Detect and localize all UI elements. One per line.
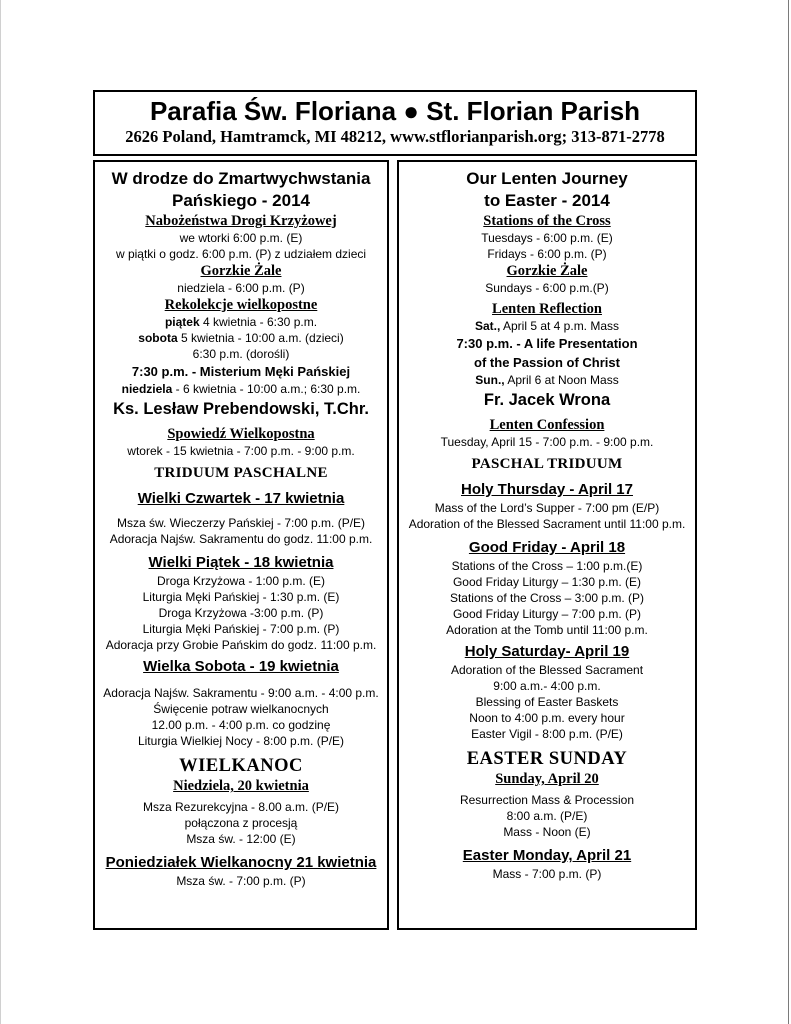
polish-czwartek-line: Msza św. Wieczerzy Pańskiej - 7:00 p.m. (P/E) — [116, 516, 366, 530]
time-text: April 6 at Noon Mass — [504, 373, 619, 387]
polish-rekolekcje-line — [95, 330, 387, 346]
polish-czwartek-line: Adoracja Najśw. Sakramentu do godz. 11:00 p.m. — [109, 532, 373, 546]
english-saturday-line: Adoration of the Blessed Sacrament — [450, 663, 644, 677]
polish-triduum-heading: TRIDUUM PASCHALNE — [154, 465, 328, 481]
time-text: 5 kwietnia - 10:00 a.m. (dzieci) — [177, 331, 344, 345]
polish-stations-line: w piątki o godz. 6:00 p.m. (P) z udziałem dzieci — [115, 247, 367, 261]
english-reflection-line — [399, 372, 695, 388]
polish-poniedzialek-line: Msza św. - 7:00 p.m. (P) — [176, 874, 306, 888]
english-friday-line: Good Friday Liturgy – 7:00 p.m. (P) — [452, 607, 642, 621]
english-easter-line: 8:00 a.m. (P/E) — [506, 809, 588, 823]
english-friday-line: Stations of the Cross – 3:00 p.m. (P) — [449, 591, 645, 605]
polish-wielkanoc-line: Msza Rezurekcyjna - 8.00 a.m. (P/E) — [142, 800, 340, 814]
polish-spowiedz-heading: Spowiedź Wielkopostna — [167, 426, 315, 442]
polish-piatek-line: Adoracja przy Grobie Pańskim do godz. 11:00 p.m. — [105, 638, 377, 652]
english-saturday-line: Easter Vigil - 8:00 p.m. (P/E) — [471, 727, 623, 741]
polish-sobota-line: Święcenie potraw wielkanocnych — [153, 702, 329, 716]
polish-gorzkie-line: niedziela - 6:00 p.m. (P) — [177, 281, 305, 295]
english-reflection-line — [399, 318, 695, 334]
polish-rekolekcje-heading: Rekolekcje wielkopostne — [164, 297, 318, 313]
polish-sobota-line: Liturgia Wielkiej Nocy - 8:00 p.m. (P/E) — [137, 734, 345, 748]
english-easter-line: Resurrection Mass & Procession — [459, 793, 635, 807]
english-saturday-line: Blessing of Easter Baskets — [475, 695, 619, 709]
day-label: piątek — [164, 315, 200, 329]
english-stations-line: Fridays - 6:00 p.m. (P) — [487, 247, 607, 261]
header-box — [93, 90, 697, 156]
polish-sobota-line: Adoracja Najśw. Sakramentu - 9:00 a.m. - 4:00 p.m. — [103, 686, 379, 700]
english-friday-heading: Good Friday - April 18 — [468, 539, 626, 556]
polish-rekolekcje-line: 6:30 p.m. (dorośli) — [192, 347, 290, 361]
english-saturday-line: Noon to 4:00 p.m. every hour — [469, 711, 625, 725]
polish-spowiedz-line: wtorek - 15 kwietnia - 7:00 p.m. - 9:00 p.m. — [127, 444, 355, 458]
english-stations-heading: Stations of the Cross — [483, 213, 611, 229]
parish-title: Parafia Św. Floriana ● St. Florian Parish — [149, 96, 641, 126]
english-reflection-line: 7:30 p.m. - A life Presentation — [456, 336, 638, 351]
page-edge-right — [788, 0, 789, 1024]
day-label: niedziela — [121, 382, 173, 396]
english-schedule-column — [397, 160, 697, 930]
parish-address: 2626 Poland, Hamtramck, MI 48212, www.stflorianparish.org; 313-871-2778 — [125, 127, 665, 146]
english-confession-heading: Lenten Confession — [489, 417, 605, 433]
polish-piatek-line: Droga Krzyżowa - 1:00 p.m. (E) — [156, 574, 326, 588]
english-sunday20-heading: Sunday, April 20 — [495, 771, 599, 787]
polish-gorzkie-heading: Gorzkie Żale — [200, 263, 282, 279]
english-gorzkie-line: Sundays - 6:00 p.m.(P) — [485, 281, 609, 295]
english-easter-heading: EASTER SUNDAY — [466, 749, 628, 769]
polish-wielkanoc-heading: WIELKANOC — [179, 756, 303, 776]
english-easter-line: Mass - Noon (E) — [503, 825, 591, 839]
polish-priest-name: Ks. Lesław Prebendowski, T.Chr. — [113, 400, 369, 418]
day-label: Sun., — [475, 373, 505, 387]
english-triduum-heading: PASCHAL TRIDUUM — [471, 456, 623, 472]
english-saturday-line: 9:00 a.m.- 4:00 p.m. — [493, 679, 601, 693]
polish-poniedzialek-heading: Poniedziałek Wielkanocny 21 kwietnia — [105, 854, 377, 871]
english-confession-line: Tuesday, April 15 - 7:00 p.m. - 9:00 p.m. — [440, 435, 654, 449]
polish-stations-heading: Nabożeństwa Drogi Krzyżowej — [145, 213, 337, 229]
page-edge-left — [0, 0, 1, 1024]
english-saturday-heading: Holy Saturday- April 19 — [464, 643, 630, 660]
english-friday-line: Adoration at the Tomb until 11:00 p.m. — [446, 623, 648, 637]
polish-misterium-line: 7:30 p.m. - Misterium Męki Pańskiej — [131, 364, 351, 379]
english-stations-line: Tuesdays - 6:00 p.m. (E) — [481, 231, 613, 245]
polish-stations-line: we wtorki 6:00 p.m. (E) — [179, 231, 303, 245]
day-label: sobota — [138, 331, 178, 345]
polish-czwartek-heading: Wielki Czwartek - 17 kwietnia — [137, 490, 345, 507]
english-title-line1: Our Lenten Journey — [466, 169, 628, 188]
polish-piatek-heading: Wielki Piątek - 18 kwietnia — [148, 554, 334, 571]
english-title-line2: to Easter - 2014 — [484, 191, 610, 210]
polish-piatek-line: Droga Krzyżowa -3:00 p.m. (P) — [158, 606, 324, 620]
polish-sobota-line: 12.00 p.m. - 4:00 p.m. co godzinę — [151, 718, 331, 732]
time-text: 4 kwietnia - 6:30 p.m. — [199, 315, 318, 329]
english-thursday-line: Mass of the Lord’s Supper - 7:00 pm (E/P) — [434, 501, 660, 515]
english-thursday-line: Adoration of the Blessed Sacrament until 11:00 p.m. — [408, 517, 686, 531]
english-priest-name: Fr. Jacek Wrona — [483, 391, 611, 409]
english-monday-line: Mass - 7:00 p.m. (P) — [492, 867, 602, 881]
day-label: Sat., — [474, 319, 501, 333]
english-thursday-heading: Holy Thursday - April 17 — [461, 481, 633, 498]
english-monday-heading: Easter Monday, April 21 — [462, 847, 632, 864]
polish-schedule-column — [93, 160, 389, 930]
polish-wielkanoc-line: Msza św. - 12:00 (E) — [186, 832, 296, 846]
english-reflection-heading: Lenten Reflection — [492, 301, 602, 317]
polish-title-line2: Pańskiego - 2014 — [172, 191, 310, 210]
english-friday-line: Stations of the Cross – 1:00 p.m.(E) — [451, 559, 643, 573]
polish-title-line1: W drodze do Zmartwychwstania — [111, 169, 371, 188]
polish-piatek-line: Liturgia Męki Pańskiej - 7:00 p.m. (P) — [142, 622, 340, 636]
english-gorzkie-heading: Gorzkie Żale — [506, 263, 588, 279]
polish-niedziela20-heading: Niedziela, 20 kwietnia — [173, 778, 309, 794]
polish-rekolekcje-line — [95, 314, 387, 330]
polish-niedziela-line — [95, 381, 387, 397]
english-reflection-line: of the Passion of Christ — [474, 355, 620, 370]
polish-sobota-heading: Wielka Sobota - 19 kwietnia — [143, 658, 339, 675]
time-text: April 5 at 4 p.m. Mass — [500, 319, 620, 333]
polish-wielkanoc-line: połączona z procesją — [184, 816, 298, 830]
english-friday-line: Good Friday Liturgy – 1:30 p.m. (E) — [452, 575, 642, 589]
time-text: - 6 kwietnia - 10:00 a.m.; 6:30 p.m. — [172, 382, 361, 396]
polish-piatek-line: Liturgia Męki Pańskiej - 1:30 p.m. (E) — [142, 590, 340, 604]
